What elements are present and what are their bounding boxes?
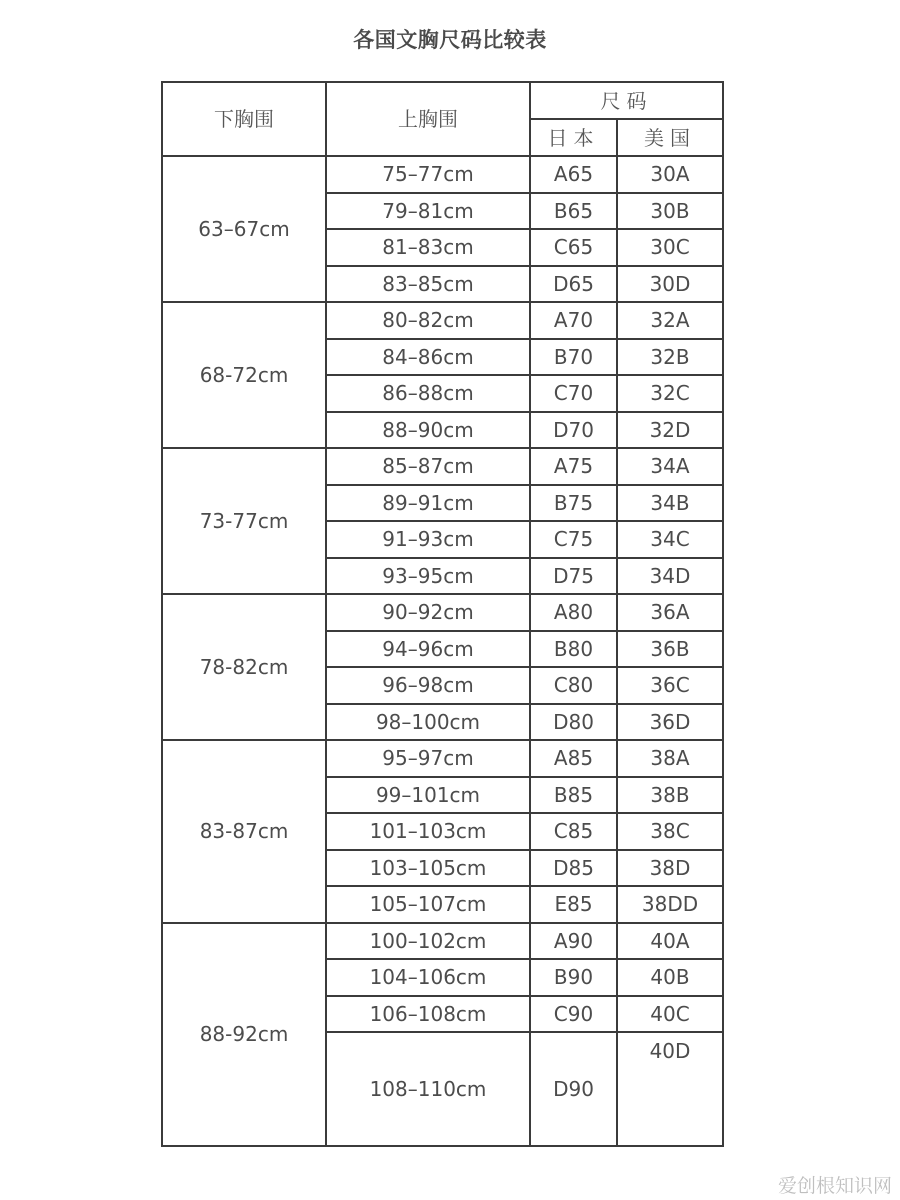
japan-size-cell: C85: [530, 813, 617, 850]
japan-size-cell: B70: [530, 339, 617, 376]
usa-size-cell: 38D: [617, 850, 723, 887]
usa-size-cell: 40B: [617, 959, 723, 996]
underbust-cell: 83-87cm: [162, 740, 326, 923]
japan-size-cell: C65: [530, 229, 617, 266]
japan-size-cell: A80: [530, 594, 617, 631]
bust-cell: 99–101cm: [326, 777, 530, 814]
bust-cell: 80–82cm: [326, 302, 530, 339]
table-row: [162, 740, 723, 777]
bust-cell: 83–85cm: [326, 266, 530, 303]
bust-cell: 75–77cm: [326, 156, 530, 193]
usa-size-cell: 32B: [617, 339, 723, 376]
header-row-top: [162, 82, 723, 119]
usa-size-cell: 32A: [617, 302, 723, 339]
bust-cell: 98–100cm: [326, 704, 530, 741]
usa-size-cell: 30A: [617, 156, 723, 193]
bust-cell: 93–95cm: [326, 558, 530, 595]
japan-size-cell: D75: [530, 558, 617, 595]
bust-cell: 90–92cm: [326, 594, 530, 631]
japan-size-cell: D90: [530, 1032, 617, 1146]
usa-size-cell: 38C: [617, 813, 723, 850]
header-usa: 美国: [617, 119, 723, 156]
underbust-cell: 63–67cm: [162, 156, 326, 302]
underbust-cell: 88-92cm: [162, 923, 326, 1147]
usa-size-cell: 34B: [617, 485, 723, 522]
japan-size-cell: A65: [530, 156, 617, 193]
table-row: [162, 923, 723, 960]
bust-cell: 79–81cm: [326, 193, 530, 230]
table-row: [162, 448, 723, 485]
usa-size-cell: 36A: [617, 594, 723, 631]
bust-cell: 86–88cm: [326, 375, 530, 412]
japan-size-cell: D80: [530, 704, 617, 741]
japan-size-cell: C90: [530, 996, 617, 1033]
japan-size-cell: D85: [530, 850, 617, 887]
usa-size-cell: 30B: [617, 193, 723, 230]
watermark: 爱创根知识网: [777, 1175, 892, 1197]
bust-cell: 88–90cm: [326, 412, 530, 449]
japan-size-cell: C80: [530, 667, 617, 704]
japan-size-cell: E85: [530, 886, 617, 923]
usa-size-cell: 38DD: [617, 886, 723, 923]
usa-size-cell: 32D: [617, 412, 723, 449]
header-underbust: 下胸围: [162, 82, 326, 156]
japan-size-cell: B90: [530, 959, 617, 996]
underbust-cell: 73-77cm: [162, 448, 326, 594]
japan-size-cell: A85: [530, 740, 617, 777]
japan-size-cell: B80: [530, 631, 617, 668]
header-bust: 上胸围: [326, 82, 530, 156]
usa-size-cell: 40A: [617, 923, 723, 960]
table-row: [162, 156, 723, 193]
japan-size-cell: B85: [530, 777, 617, 814]
bust-cell: 95–97cm: [326, 740, 530, 777]
header-japan: 日本: [530, 119, 617, 156]
table-row: [162, 594, 723, 631]
bust-cell: 85–87cm: [326, 448, 530, 485]
bust-cell: 91–93cm: [326, 521, 530, 558]
usa-size-cell: 30D: [617, 266, 723, 303]
size-comparison-table: [161, 81, 724, 1147]
usa-size-cell: 38B: [617, 777, 723, 814]
japan-size-cell: D70: [530, 412, 617, 449]
bust-cell: 103–105cm: [326, 850, 530, 887]
bust-cell: 108–110cm: [326, 1032, 530, 1146]
bust-cell: 89–91cm: [326, 485, 530, 522]
bust-cell: 106–108cm: [326, 996, 530, 1033]
usa-size-cell: 32C: [617, 375, 723, 412]
usa-size-cell: 40D: [617, 1032, 723, 1146]
usa-size-cell: 40C: [617, 996, 723, 1033]
japan-size-cell: D65: [530, 266, 617, 303]
header-size: 尺码: [530, 82, 723, 119]
japan-size-cell: C75: [530, 521, 617, 558]
underbust-cell: 68-72cm: [162, 302, 326, 448]
usa-size-cell: 36D: [617, 704, 723, 741]
table-body: [162, 82, 723, 1146]
bust-cell: 100–102cm: [326, 923, 530, 960]
japan-size-cell: A75: [530, 448, 617, 485]
bust-cell: 81–83cm: [326, 229, 530, 266]
usa-size-cell: 30C: [617, 229, 723, 266]
underbust-cell: 78-82cm: [162, 594, 326, 740]
bust-cell: 94–96cm: [326, 631, 530, 668]
bust-cell: 96–98cm: [326, 667, 530, 704]
page-title: 各国文胸尺码比较表: [353, 28, 547, 52]
japan-size-cell: C70: [530, 375, 617, 412]
bust-cell: 101–103cm: [326, 813, 530, 850]
japan-size-cell: A70: [530, 302, 617, 339]
bust-cell: 84–86cm: [326, 339, 530, 376]
bust-cell: 105–107cm: [326, 886, 530, 923]
japan-size-cell: B65: [530, 193, 617, 230]
japan-size-cell: A90: [530, 923, 617, 960]
bust-cell: 104–106cm: [326, 959, 530, 996]
usa-size-cell: 34D: [617, 558, 723, 595]
japan-size-cell: B75: [530, 485, 617, 522]
table-row: [162, 302, 723, 339]
usa-size-cell: 36C: [617, 667, 723, 704]
usa-size-cell: 34C: [617, 521, 723, 558]
usa-size-cell: 34A: [617, 448, 723, 485]
usa-size-cell: 36B: [617, 631, 723, 668]
usa-size-cell: 38A: [617, 740, 723, 777]
